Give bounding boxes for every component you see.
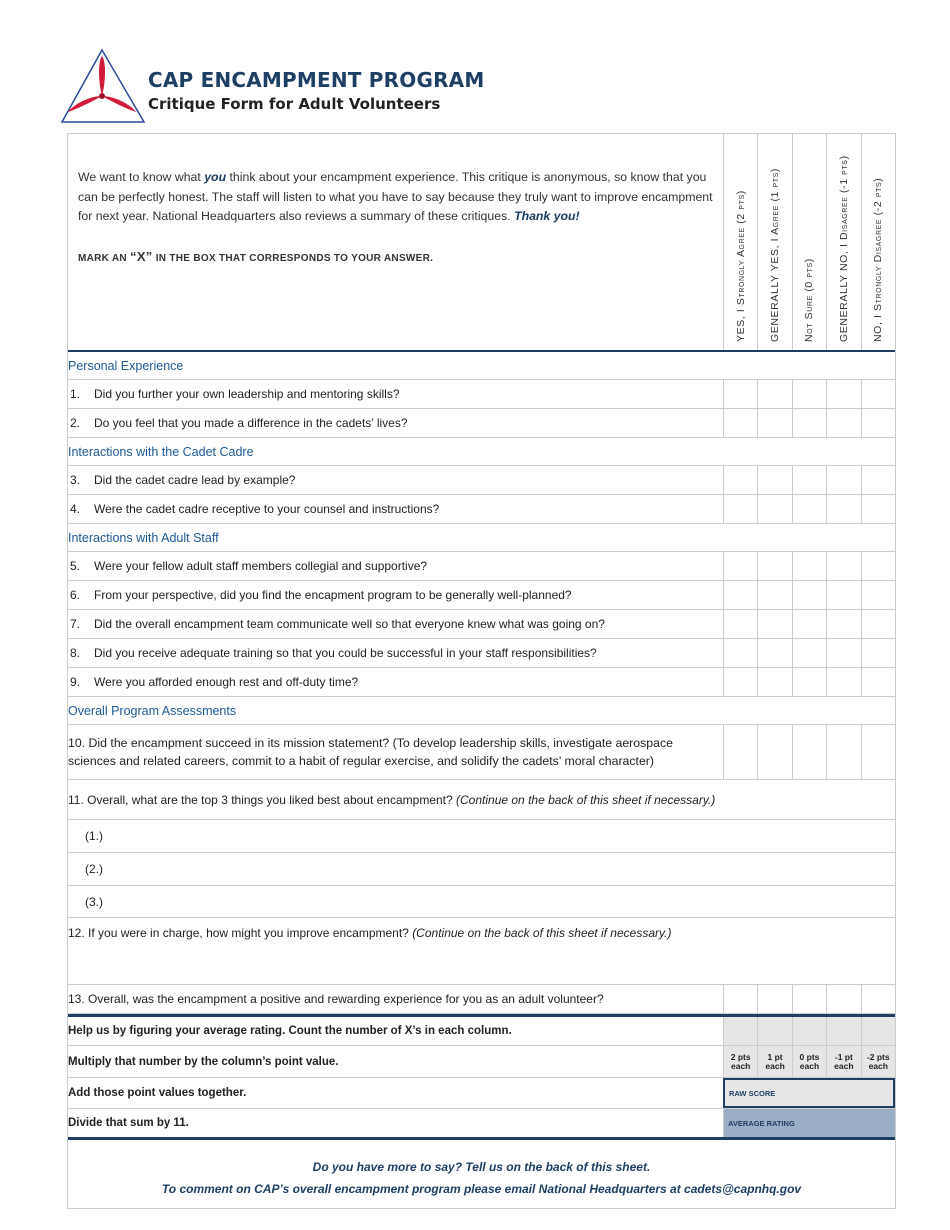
page-subtitle: Critique Form for Adult Volunteers xyxy=(148,95,441,113)
answer-box[interactable] xyxy=(723,466,757,494)
question-row xyxy=(68,668,895,697)
answer-box[interactable] xyxy=(861,466,895,494)
answer-line[interactable]: (3.) xyxy=(68,886,895,918)
instr-part: IN THE BOX THAT CORRESPONDS TO YOUR ANSWER. xyxy=(152,252,434,264)
question-number: 6. xyxy=(70,588,81,602)
answer-box[interactable] xyxy=(757,1017,791,1045)
question-text: 12. If you were in charge, how might you improve encampment? xyxy=(68,926,413,940)
point-value: -1 pt each xyxy=(826,1046,860,1077)
answer-box[interactable] xyxy=(723,668,757,696)
answer-box[interactable] xyxy=(861,668,895,696)
answer-box[interactable] xyxy=(757,985,791,1013)
question-text: From your perspective, did you find the encapment program to be generally well-planned? xyxy=(94,588,572,602)
question xyxy=(68,380,723,408)
answer-box[interactable] xyxy=(723,725,757,779)
answer-box[interactable] xyxy=(861,610,895,638)
question-row xyxy=(68,610,895,639)
question-text: 13. Overall, was the encampment a positive and rewarding experience for you as an adult volunteer? xyxy=(68,992,604,1006)
question-text: Did you receive adequate training so that you could be successful in your staff responsibilities? xyxy=(94,646,597,660)
instr-part: MARK AN xyxy=(78,252,131,264)
question xyxy=(68,668,723,696)
question-number: 10. xyxy=(68,736,86,750)
question-text: Did the cadet cadre lead by example? xyxy=(94,473,296,487)
section-header: Overall Program Assessments xyxy=(68,697,895,725)
question-12[interactable] xyxy=(68,918,895,985)
column-label: GENERALLY YES, I Agree (1 pts) xyxy=(769,167,782,342)
answer-box[interactable] xyxy=(826,552,860,580)
question-row xyxy=(68,552,895,581)
calc-text: Multiply that number by the column’s point value. xyxy=(68,1055,339,1068)
answer-box[interactable] xyxy=(723,552,757,580)
point-value: 0 pts each xyxy=(792,1046,826,1077)
question-note: (Continue on the back of this sheet if necessary.) xyxy=(456,793,716,807)
calc-text: Help us by figuring your average rating. Count the number of X’s in each column. xyxy=(68,1025,512,1037)
answer-box[interactable] xyxy=(861,380,895,408)
question xyxy=(68,725,723,779)
question-text: Did you further your own leadership and mentoring skills? xyxy=(94,387,400,401)
answer-box[interactable] xyxy=(723,380,757,408)
answer-box[interactable] xyxy=(826,466,860,494)
footer xyxy=(68,1140,895,1209)
answer-box[interactable] xyxy=(861,985,895,1013)
answer-box[interactable] xyxy=(826,1017,860,1045)
answer-box[interactable] xyxy=(723,610,757,638)
instructions xyxy=(78,247,713,269)
calc-multiply xyxy=(68,1046,895,1078)
answer-box[interactable] xyxy=(723,409,757,437)
question-text: Did the overall encampment team communicate well so that everyone knew what was going on? xyxy=(94,617,605,631)
answer-box[interactable] xyxy=(757,610,791,638)
answer-box[interactable] xyxy=(757,552,791,580)
answer-box[interactable] xyxy=(826,495,860,523)
calc-count xyxy=(68,1014,895,1046)
question-row xyxy=(68,495,895,524)
section-header: Interactions with Adult Staff xyxy=(68,524,895,552)
question xyxy=(68,466,723,494)
answer-line[interactable]: (2.) xyxy=(68,853,895,886)
critique-form xyxy=(67,133,896,1209)
answer-box[interactable] xyxy=(861,639,895,667)
question xyxy=(68,552,723,580)
column-header xyxy=(826,134,860,350)
answer-box[interactable] xyxy=(723,495,757,523)
intro-text xyxy=(68,134,723,350)
answer-box[interactable] xyxy=(792,725,826,779)
answer-line[interactable]: (1.) xyxy=(68,820,895,853)
answer-box[interactable] xyxy=(826,380,860,408)
question-row xyxy=(68,581,895,610)
answer-box[interactable] xyxy=(757,495,791,523)
column-header xyxy=(757,134,791,350)
question-number: 8. xyxy=(70,646,81,660)
question xyxy=(68,581,723,609)
form-header xyxy=(68,134,895,352)
question-number: 4. xyxy=(70,502,81,516)
intro-part: We want to know what xyxy=(78,170,205,184)
answer-box[interactable] xyxy=(861,495,895,523)
instr-x: “X” xyxy=(130,248,153,264)
question xyxy=(68,610,723,638)
column-header xyxy=(861,134,895,350)
answer-box[interactable] xyxy=(792,985,826,1013)
answer-box[interactable] xyxy=(757,581,791,609)
question-row xyxy=(68,639,895,668)
calc-divide xyxy=(68,1109,895,1140)
answer-box[interactable] xyxy=(792,380,826,408)
answer-box[interactable] xyxy=(861,725,895,779)
question-text: Did the encampment succeed in its mission statement? (To develop leadership skills, investigate aerospace sciences and related careers, commit to a habit of regular exercise, and solidify the cadets’ moral character) xyxy=(68,736,673,768)
answer-box[interactable] xyxy=(792,409,826,437)
cap-logo xyxy=(58,46,148,124)
question-text: Do you feel that you made a difference in the cadets’ lives? xyxy=(94,416,408,430)
answer-box[interactable] xyxy=(723,639,757,667)
column-label: GENERALLY NO, I Disagree (-1 pts) xyxy=(837,155,850,342)
calc-text: Add those point values together. xyxy=(68,1087,247,1099)
question-text: Were the cadet cadre receptive to your counsel and instructions? xyxy=(94,502,440,516)
answer-box[interactable] xyxy=(757,409,791,437)
intro-part: think about your encampment experience. This critique is anonymous, so know that you can be perfectly honest. The staff will listen to what you have to say because they truly want to improve encampment for next year. National Headquarters also reviews a summary of these critiques. xyxy=(78,170,713,223)
answer-box[interactable] xyxy=(792,639,826,667)
question-row xyxy=(68,725,895,780)
question-number: 9. xyxy=(70,675,81,689)
question-text: Were you afforded enough rest and off-duty time? xyxy=(94,675,359,689)
answer-box[interactable] xyxy=(757,725,791,779)
question-row xyxy=(68,409,895,438)
answer-box[interactable] xyxy=(792,466,826,494)
column-label: YES, I Strongly Agree (2 pts) xyxy=(734,190,747,342)
answer-box[interactable] xyxy=(826,668,860,696)
question-row xyxy=(68,466,895,495)
question xyxy=(68,639,723,667)
answer-box[interactable] xyxy=(826,610,860,638)
answer-box[interactable] xyxy=(792,581,826,609)
answer-box[interactable] xyxy=(792,610,826,638)
intro-thanks: Thank you! xyxy=(514,209,580,223)
average-rating-field[interactable]: AVERAGE RATING xyxy=(723,1109,895,1137)
question-number: 5. xyxy=(70,559,81,573)
answer-box[interactable] xyxy=(861,552,895,580)
footer-line: To comment on CAP’s overall encampment program please email National Headquarters at cadets@capnhq.gov xyxy=(161,1182,802,1196)
point-value: -2 pts each xyxy=(861,1046,895,1077)
answer-box[interactable] xyxy=(826,985,860,1013)
answer-box[interactable] xyxy=(757,668,791,696)
answer-box[interactable] xyxy=(792,668,826,696)
question-number: 2. xyxy=(70,416,81,430)
answer-box[interactable] xyxy=(826,725,860,779)
question-number: 1. xyxy=(70,387,81,401)
answer-box[interactable] xyxy=(826,639,860,667)
intro-you: you xyxy=(204,170,227,184)
column-label: Not Sure (0 pts) xyxy=(803,258,816,342)
question xyxy=(68,495,723,523)
column-header xyxy=(792,134,826,350)
question-note: (Continue on the back of this sheet if necessary.) xyxy=(412,926,672,940)
answer-box[interactable] xyxy=(792,552,826,580)
question-13 xyxy=(68,985,895,1014)
question-text: Were your fellow adult staff members collegial and supportive? xyxy=(94,559,428,573)
answer-box[interactable] xyxy=(757,380,791,408)
page-title: CAP ENCAMPMENT PROGRAM xyxy=(148,68,485,92)
question-row xyxy=(68,380,895,409)
question-number: 7. xyxy=(70,617,81,631)
answer-box[interactable] xyxy=(757,639,791,667)
raw-score-field[interactable]: RAW SCORE xyxy=(723,1078,895,1108)
answer-box[interactable] xyxy=(723,581,757,609)
answer-box[interactable] xyxy=(723,985,757,1013)
point-value: 2 pts each xyxy=(723,1046,757,1077)
answer-box[interactable] xyxy=(757,466,791,494)
column-header xyxy=(723,134,757,350)
answer-box[interactable] xyxy=(826,581,860,609)
answer-box[interactable] xyxy=(792,495,826,523)
question-11 xyxy=(68,780,895,820)
section-header: Interactions with the Cadet Cadre xyxy=(68,438,895,466)
answer-box[interactable] xyxy=(826,409,860,437)
answer-box[interactable] xyxy=(861,1017,895,1045)
column-label: NO, I Strongly Disagree (-2 pts) xyxy=(872,177,885,342)
section-header: Personal Experience xyxy=(68,352,895,380)
answer-box[interactable] xyxy=(723,1017,757,1045)
calc-text: Divide that sum by 11. xyxy=(68,1117,189,1129)
question-number: 3. xyxy=(70,473,81,487)
answer-box[interactable] xyxy=(792,1017,826,1045)
footer-line: Do you have more to say? Tell us on the back of this sheet. xyxy=(312,1160,651,1174)
question xyxy=(68,409,723,437)
answer-box[interactable] xyxy=(861,581,895,609)
point-value: 1 pt each xyxy=(757,1046,791,1077)
answer-box[interactable] xyxy=(861,409,895,437)
calc-add xyxy=(68,1078,895,1109)
question-text: 11. Overall, what are the top 3 things you liked best about encampment? xyxy=(68,793,457,807)
